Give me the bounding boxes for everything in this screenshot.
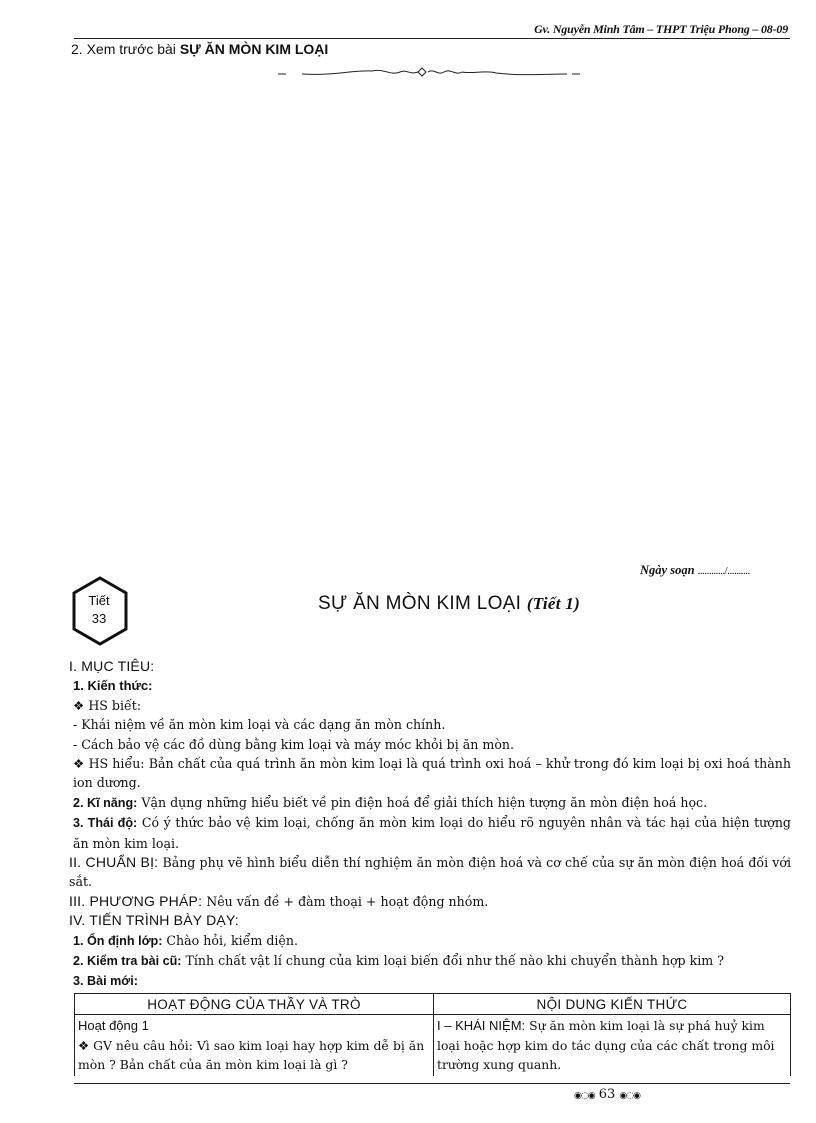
- hs-understand-line: [69, 754, 791, 793]
- hs-know-line: [69, 696, 791, 715]
- preview-prefix: 2. Xem trước bài: [71, 41, 176, 57]
- step1-text: Chào hỏi, kiểm diện.: [166, 932, 298, 948]
- col-teacher-header: HOẠT ĐỘNG CỦA THẦY VÀ TRÒ: [75, 994, 434, 1015]
- concept-text: Sự ăn mòn kim loại là sự phá huỷ kim loại hoặc hợp kim do tác dụng của các chất trong môi trường xung quanh.: [437, 1018, 775, 1072]
- period-label: Tiết: [88, 593, 110, 608]
- knowledge-heading: 1. Kiến thức:: [73, 678, 153, 694]
- method-label: III. PHƯƠNG PHÁP:: [69, 892, 203, 909]
- skills-line: [69, 793, 791, 813]
- period-badge: [72, 592, 126, 628]
- lesson-body: [69, 657, 791, 991]
- header-rule: [74, 38, 790, 39]
- date-label: Ngày soạn: [640, 563, 695, 577]
- process-heading: IV. TIẾN TRÌNH BÀY DẠY:: [69, 912, 239, 929]
- step1-line: [69, 931, 791, 951]
- page-number: 63: [598, 1087, 616, 1102]
- attitude-label: 3. Thái độ:: [73, 816, 138, 831]
- content-cell: [434, 1015, 791, 1077]
- footer-rule: [74, 1083, 790, 1084]
- preparation-date: [640, 563, 750, 578]
- left-ornament-icon: ◉◌◉: [574, 1091, 595, 1101]
- step2-label: 2. Kiểm tra bài cũ:: [73, 954, 182, 969]
- preparation-line: [69, 853, 791, 892]
- col-content-header: NỘI DUNG KIẾN THỨC: [434, 994, 791, 1015]
- lesson-title: [318, 593, 580, 615]
- table-header-row: [75, 994, 791, 1015]
- activity-cell: [75, 1015, 434, 1077]
- preparation-text: Bảng phụ vẽ hình biểu diễn thí nghiệm ăn mòn điện hoá và cơ chế của sự ăn mòn điện hoá đối với sắt.: [69, 855, 791, 890]
- know-item: - Cách bảo vệ các đồ dùng bằng kim loại và máy móc khỏi bị ăn mòn.: [73, 736, 515, 752]
- activity-label: Hoạt động 1: [78, 1018, 149, 1033]
- preparation-label: II. CHUẨN BỊ:: [69, 854, 159, 871]
- hs-understand-text: Bản chất của quá trình ăn mòn kim loại là quá trình oxi hoá – khử trong đó kim loại bị oxi hoá thành ion dương.: [73, 756, 791, 791]
- step2-line: [69, 951, 791, 971]
- diamond-bullet-icon: ❖: [73, 756, 85, 772]
- page-header: Gv. Nguyễn Minh Tâm – THPT Triệu Phong – 08-09: [534, 22, 788, 36]
- method-text: Nêu vấn đề + đàm thoại + hoạt động nhóm.: [206, 893, 489, 909]
- table-row: [75, 1015, 791, 1077]
- lesson-title-text: SỰ ĂN MÒN KIM LOẠI: [318, 593, 522, 614]
- hs-understand-label: HS hiểu:: [88, 756, 145, 772]
- know-item: - Khái niệm về ăn mòn kim loại và các dạng ăn mòn chính.: [73, 717, 446, 733]
- step3-label: 3. Bài mới:: [73, 973, 138, 988]
- preview-title: SỰ ĂN MÒN KIM LOẠI: [179, 41, 329, 57]
- diamond-bullet-icon: ❖: [78, 1037, 90, 1053]
- step2-text: Tính chất vật lí chung của kim loại biến đổi như thế nào khi chuyển thành hợp kim ?: [185, 953, 724, 969]
- lesson-subtitle: (Tiết 1): [526, 594, 581, 613]
- preview-assignment: [71, 41, 328, 57]
- right-ornament-icon: ◉◌◉: [619, 1091, 640, 1101]
- concept-label: I – KHÁI NIỆM:: [437, 1018, 526, 1033]
- page-footer: [574, 1087, 640, 1102]
- hs-know-label: HS biết:: [88, 697, 142, 713]
- date-value: ............/..........: [697, 565, 750, 577]
- skills-text: Vận dụng những hiểu biết về pin điện hoá để giải thích hiện tượng ăn mòn điện hoá học.: [141, 794, 708, 810]
- objectives-heading: I. MỤC TIÊU:: [69, 658, 155, 674]
- attitude-line: [69, 813, 791, 853]
- period-number: 33: [91, 611, 107, 626]
- skills-label: 2. Kĩ năng:: [73, 795, 138, 810]
- activity-text: GV nêu câu hỏi: Vì sao kim loại hay hợp kim dễ bị ăn mòn ? Bản chất của ăn mòn kim loại là gì ?: [78, 1037, 425, 1072]
- diamond-bullet-icon: ❖: [73, 697, 85, 713]
- step1-label: 1. Ổn định lớp:: [73, 933, 163, 948]
- method-line: [69, 892, 791, 911]
- lesson-plan-table: [74, 993, 791, 1076]
- divider-ornament: [272, 62, 586, 82]
- attitude-text: Có ý thức bảo vệ kim loại, chống ăn mòn kim loại do hiểu rõ nguyên nhân và tác hại của hiện tượng ăn mòn kim loại.: [73, 815, 791, 851]
